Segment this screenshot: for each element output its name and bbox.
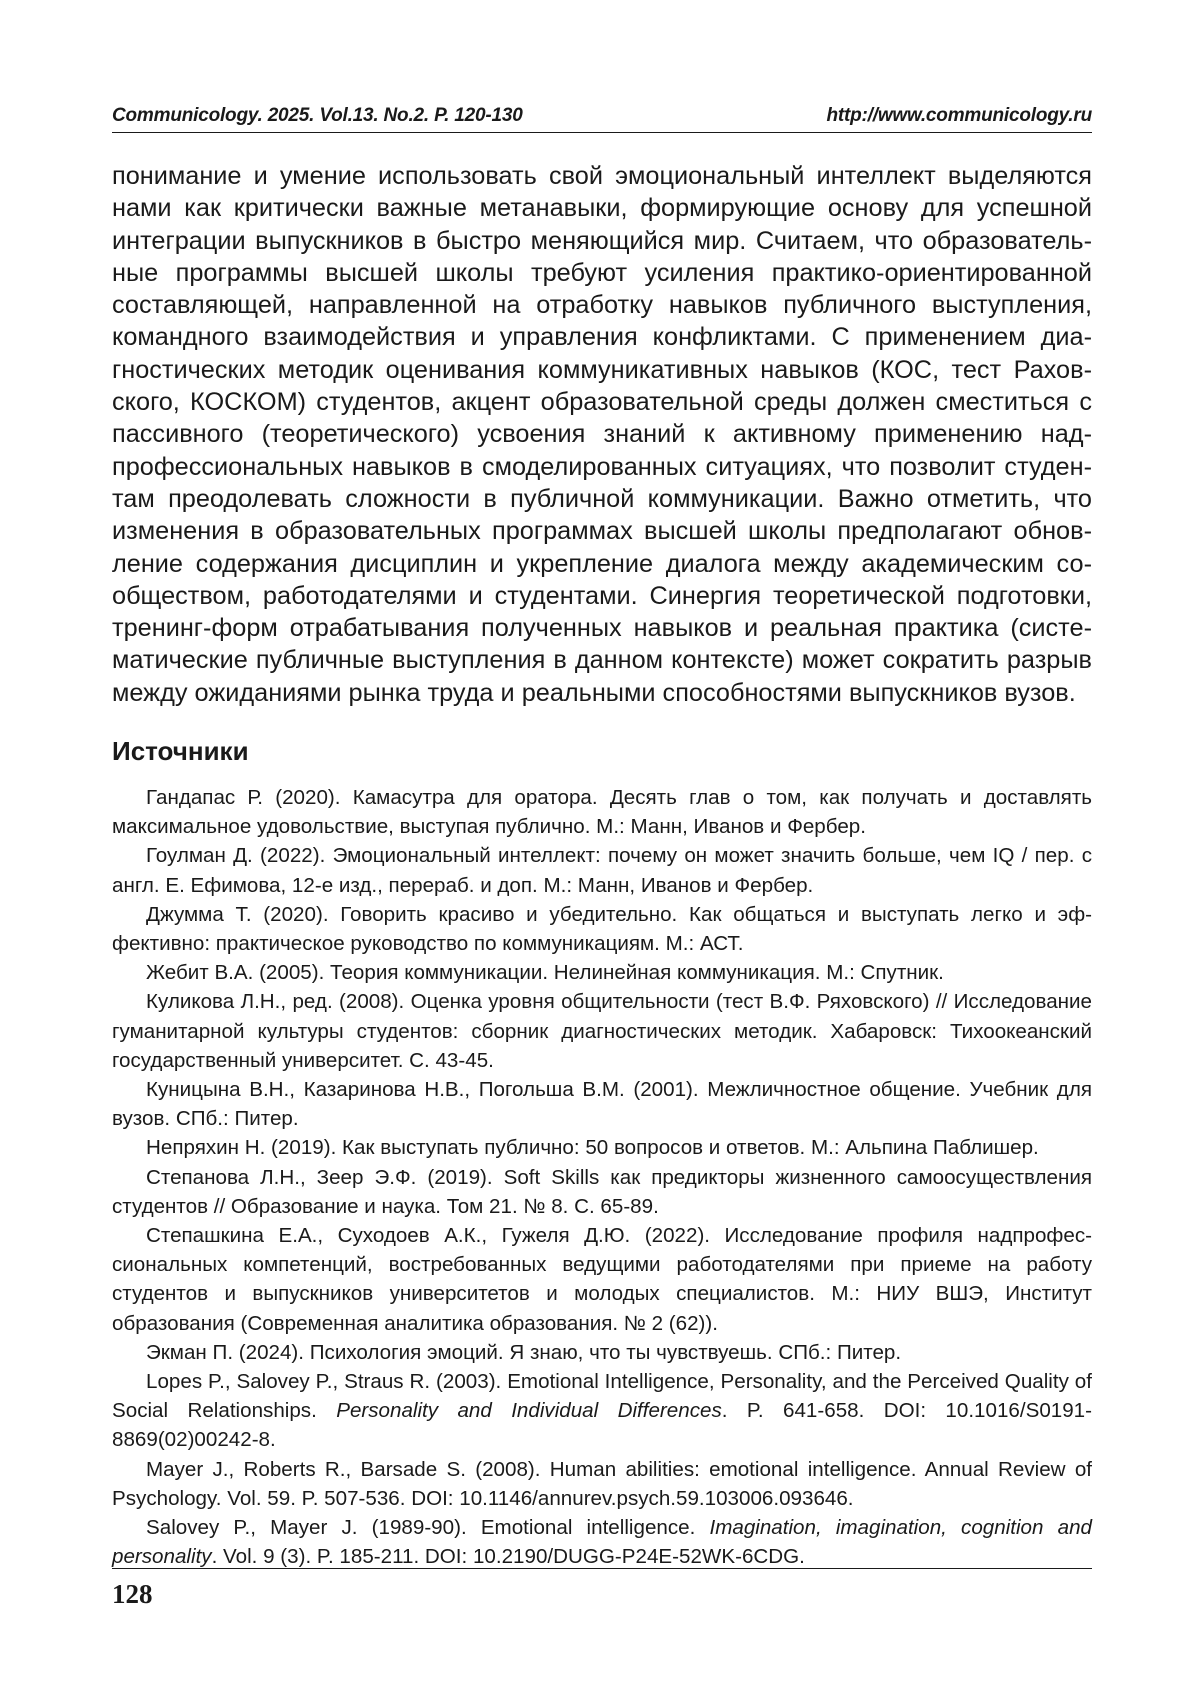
reference-item: Степашкина Е.А., Суходоев А.К., Гужеля Д.Ю. (2022). Исследование профиля надпрофессиональных компетенций, востребованных ведущими работодателями при приеме на работу студентов и выпускников университетов и молодых специалистов. М.: НИУ ВШЭ, Институт образования (Современная аналитика образования. № 2 (62)). [112,1224,1092,1335]
journal-citation: Communicology. 2025. Vol.13. No.2. P. 120-130 [112,105,523,126]
reference-item: Непряхин Н. (2019). Как выступать публично: 50 вопросов и ответов. М.: Альпина Паблишер. [146,1136,1039,1160]
reference-item: Жебит В.А. (2005). Теория коммуникации. Нелинейная коммуникация. М.: Спутник. [146,961,944,985]
reference-text: . Vol. 9 (3). P. 185-211. DOI: 10.2190/DUGG-P24E-52WK-6CDG. [211,1545,805,1569]
reference-item: Джумма Т. (2020). Говорить красиво и убедительно. Как общаться и выступать легко и эффективно: практическое руководство по коммуникациям. М.: АСТ. [112,902,1092,956]
journal-url[interactable]: http://www.communicology.ru [826,105,1092,126]
reference-item: Степанова Л.Н., Зеер Э.Ф. (2019). Soft Skills как предикторы жизненного самоосуществления студентов // Образование и наука. Том 21. № 8. С. 65-89. [112,1165,1092,1218]
reference-item [112,1513,1092,1571]
sources-heading: Источники [112,736,249,766]
reference-item [112,1367,1092,1455]
reference-item: Гандапас Р. (2020). Камасутра для оратора. Десять глав о том, как получать и доставлять максимальное удовольствие, выступая публично. М.: Манн, Иванов и Фербер. [112,786,1092,839]
reference-text: . P. 641-658. DOI: 10.1016/S0191-8869(02)00242-8. [112,1399,1092,1452]
reference-text: Lopes P., Salovey P., Straus R. (2003). Emotional Intelligence, Personality, and the Perceived Quality of Social Relationships. [112,1370,1092,1423]
reference-item: Гоулман Д. (2022). Эмоциональный интеллект: почему он может значить больше, чем IQ / пер. с англ. Е. Ефимова, 12-е изд., перераб. и доп. М.: Манн, Иванов и Фербер. [112,844,1092,897]
reference-item: Mayer J., Roberts R., Barsade S. (2008). Human abilities: emotional intelligence. Annual Review of Psychology. Vol. 59. P. 507-536. DOI: 10.1146/annurev.psych.59.103006.093646. [112,1457,1092,1510]
reference-item: Куницына В.Н., Казаринова Н.В., Погольша В.М. (2001). Межличностное общение. Учебник для вузов. СПб.: Питер. [112,1078,1092,1131]
reference-text: Salovey P., Mayer J. (1989-90). Emotional intelligence. [146,1516,710,1540]
references-list [112,783,1092,1571]
reference-item: Экман П. (2024). Психология эмоций. Я знаю, что ты чувствуешь. СПб.: Питер. [146,1340,902,1364]
reference-journal-title: Personality and Individual Differences [336,1399,722,1423]
running-head [112,103,1092,133]
reference-journal-title: Imagination, imagination, cognition and personality [112,1516,1092,1569]
body-paragraph: понимание и умение использовать свой эмоциональный интеллект выделяются нами как критически важные метанавыки, формирующие основу для успешной интеграции выпускников в быстро меняющийся мир. Считаем, что образовательные программы высшей школы требуют усиления практико-ориентированной составляющей, направленной на отработку навыков публичного выступления, командного взаимодействия и управления конфликтами. С применением диагностических методик оценивания коммуникативных навыков (КОС, тест Раховского, КОСКОМ) студентов, акцент образовательной среды должен сместиться с пассивного (теоретического) усвоения знаний к активному применению надпрофессиональных навыков в смоделированных ситуациях, что позволит студентам преодолевать сложности в публичной коммуникации. Важно отметить, что изменения в образовательных программах высшей школы предполагают обновление содержания дисциплин и укрепление диалога между академическим сообществом, работодателями и студентами. Синергия теоретической подготовки, тренинг-форм отрабатывания полученных навыков и реальная практика (систематические публичные выступления в данном контексте) может сократить разрыв между ожиданиями рынка труда и реальными способностями выпускников вузов. [112,162,1092,707]
footer-rule [112,1568,1092,1569]
reference-item: Куликова Л.Н., ред. (2008). Оценка уровня общительности (тест В.Ф. Ряховского) // Исследование гуманитарной культуры студентов: сборник диагностических методик. Хабаровск: Тихоокеанский государственный университет. С. 43-45. [112,990,1092,1072]
page-number: 128 [112,1579,153,1609]
